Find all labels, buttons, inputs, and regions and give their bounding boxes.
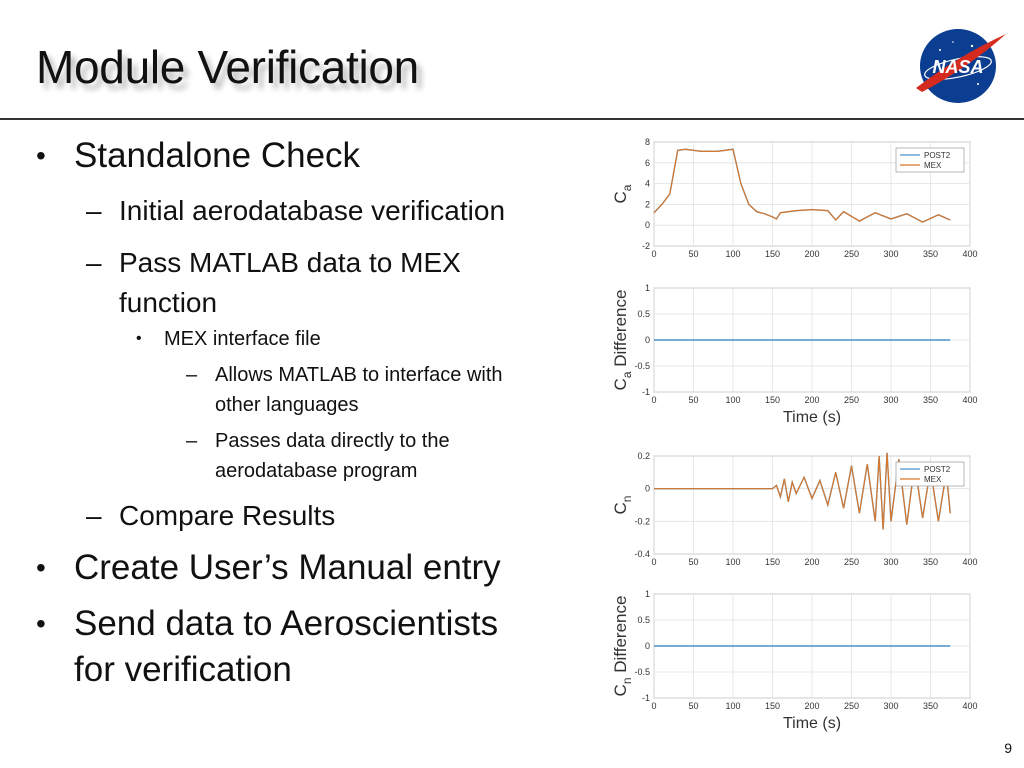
plots-panel xyxy=(600,134,990,734)
y-tick-label: 0.2 xyxy=(637,451,650,461)
legend-entry: MEX xyxy=(924,161,942,170)
x-tick-label: 350 xyxy=(922,701,939,711)
x-tick-label: 150 xyxy=(764,557,781,567)
bullet-dash: – xyxy=(186,364,198,386)
y-tick-label: 0.5 xyxy=(637,615,650,625)
x-tick-label: 200 xyxy=(804,701,820,711)
y-tick-label: -1 xyxy=(641,693,650,703)
nasa-logo xyxy=(908,26,1008,106)
x-tick-label: 0 xyxy=(651,701,657,711)
title-divider xyxy=(0,118,1024,120)
y-tick-label: 1 xyxy=(644,283,650,293)
x-axis-label: Time (s) xyxy=(782,715,842,732)
x-tick-label: 100 xyxy=(725,701,741,711)
x-tick-label: 250 xyxy=(843,557,860,567)
x-tick-label: 350 xyxy=(922,395,939,405)
y-tick-label: -0.5 xyxy=(634,361,650,371)
x-tick-label: 300 xyxy=(883,395,899,405)
x-tick-label: 400 xyxy=(962,249,978,259)
bullet-dot: • xyxy=(36,140,46,171)
x-tick-label: 50 xyxy=(688,395,699,405)
x-tick-label: 250 xyxy=(843,701,860,711)
y-tick-label: 0 xyxy=(644,483,650,494)
x-tick-label: 0 xyxy=(651,249,657,259)
slide-title: Module Verification xyxy=(36,41,419,93)
x-tick-label: 50 xyxy=(688,701,699,711)
x-tick-label: 250 xyxy=(843,395,860,405)
bullet-dash: – xyxy=(86,195,102,226)
y-tick-label: 2 xyxy=(644,199,650,210)
bullet-dash: – xyxy=(186,430,198,452)
plot-ca-difference xyxy=(600,280,990,430)
y-tick-label: 0 xyxy=(644,335,650,345)
legend-entry: POST2 xyxy=(924,151,951,160)
y-axis-label: $C_n$ Difference xyxy=(611,595,634,697)
x-tick-label: 0 xyxy=(651,557,657,567)
x-tick-label: 50 xyxy=(688,557,699,567)
x-tick-label: 200 xyxy=(804,557,820,567)
x-tick-label: 350 xyxy=(922,249,939,259)
y-tick-label: 0.5 xyxy=(637,309,650,319)
x-tick-label: 200 xyxy=(804,249,820,259)
x-tick-label: 400 xyxy=(962,701,978,711)
y-tick-label: -1 xyxy=(641,387,650,397)
y-tick-label: -0.4 xyxy=(634,549,650,559)
x-tick-label: 350 xyxy=(922,557,939,567)
nasa-logo-text: NASA xyxy=(932,57,984,77)
x-tick-label: 100 xyxy=(725,395,741,405)
plot-cn xyxy=(600,446,990,576)
y-tick-label: 6 xyxy=(644,157,650,168)
y-axis-label: $C_n$ xyxy=(611,495,634,515)
bullet-dot: • xyxy=(36,552,46,583)
y-axis-label: $C_a$ xyxy=(611,184,634,204)
x-tick-label: 0 xyxy=(651,395,657,405)
x-tick-label: 300 xyxy=(883,249,899,259)
y-tick-label: 8 xyxy=(644,137,650,147)
bullet-dash: – xyxy=(86,247,102,278)
y-tick-label: 0 xyxy=(644,220,650,231)
bullet-dash: – xyxy=(86,500,102,531)
legend-entry: POST2 xyxy=(924,465,951,474)
x-tick-label: 50 xyxy=(688,249,699,259)
legend-entry: MEX xyxy=(924,475,942,484)
x-tick-label: 300 xyxy=(883,557,899,567)
y-axis-label: $C_a$ Difference xyxy=(611,289,634,391)
x-tick-label: 400 xyxy=(962,395,978,405)
x-tick-label: 200 xyxy=(804,395,820,405)
x-tick-label: 150 xyxy=(764,249,781,259)
x-tick-label: 300 xyxy=(883,701,899,711)
x-tick-label: 100 xyxy=(725,557,741,567)
y-tick-label: 4 xyxy=(644,178,650,189)
x-tick-label: 100 xyxy=(725,249,741,259)
y-tick-label: -2 xyxy=(641,241,650,251)
y-tick-label: 1 xyxy=(644,589,650,599)
bullet-dot: • xyxy=(36,608,46,639)
y-tick-label: -0.5 xyxy=(634,667,650,677)
x-tick-label: 150 xyxy=(764,395,781,405)
bullet-dot: • xyxy=(136,330,142,347)
plot-cn-difference xyxy=(600,586,990,736)
y-tick-label: 0 xyxy=(644,641,650,651)
plot-ca xyxy=(600,134,990,264)
x-axis-label: Time (s) xyxy=(782,409,842,426)
x-tick-label: 250 xyxy=(843,249,860,259)
y-tick-label: -0.2 xyxy=(634,516,650,527)
page-number: 9 xyxy=(1004,740,1012,756)
x-tick-label: 150 xyxy=(764,701,781,711)
x-tick-label: 400 xyxy=(962,557,978,567)
